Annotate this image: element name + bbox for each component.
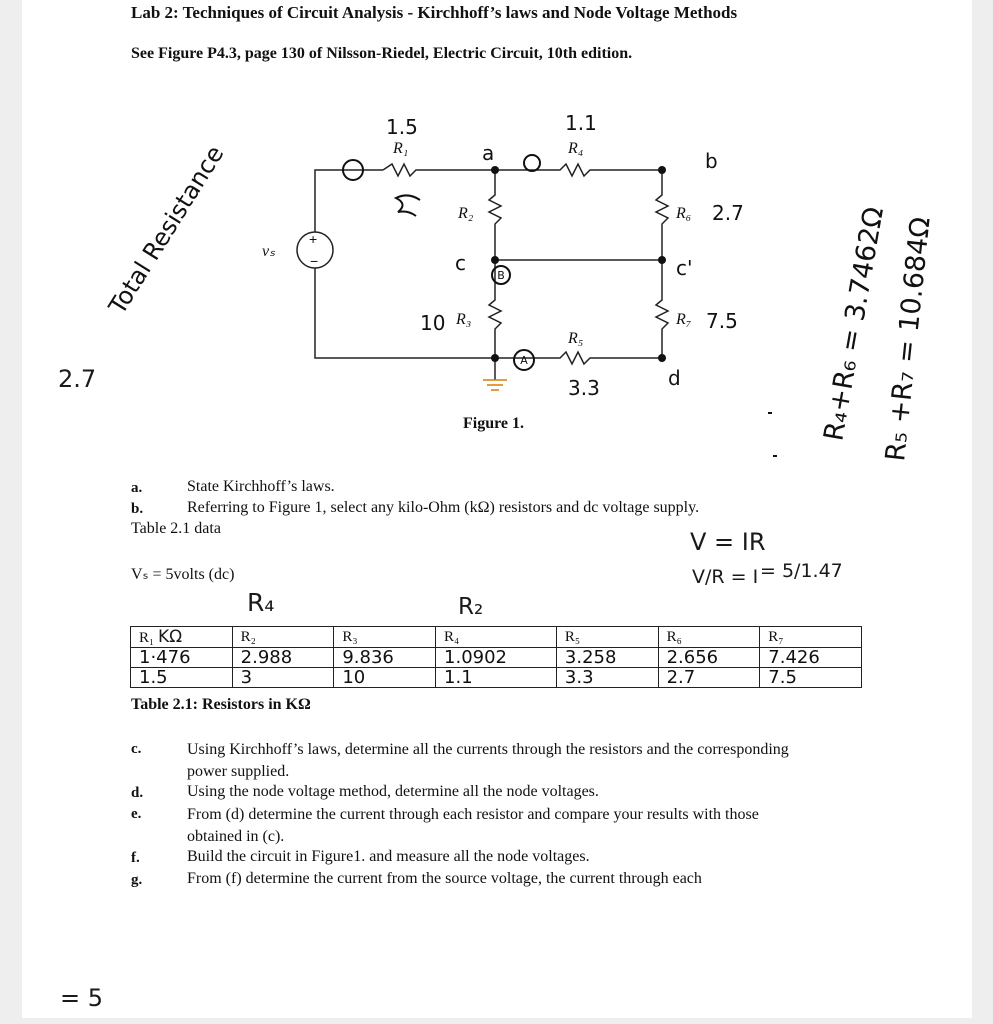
resistor-r2 — [489, 170, 501, 260]
item-d-letter: d. — [131, 785, 144, 801]
nominal-r5: 3.3 — [556, 668, 658, 688]
label-r2: R₂ — [458, 205, 474, 222]
measured-r7: 7.426 — [760, 648, 862, 668]
table-caption: Table 2.1: Resistors in KΩ — [131, 696, 311, 713]
hw-label-r4: R₄ — [247, 588, 275, 617]
resistor-r7 — [656, 260, 668, 358]
header-r5: R₅ — [556, 627, 658, 648]
resistor-r6 — [656, 170, 668, 260]
node-dot-a — [491, 166, 499, 174]
nominal-r6: 2.7 — [658, 668, 760, 688]
label-r3: R₃ — [456, 311, 472, 328]
hw-r7-value: 7.5 — [706, 309, 738, 333]
table-header-row — [131, 627, 862, 648]
item-c-text: Using Kirchhoff’s laws, determine all the currents through the resistors and the corresponding power supplied. — [187, 741, 789, 780]
label-r6: R₆ — [676, 205, 692, 222]
header-r2: R₂ — [232, 627, 334, 648]
hw-current-calc-left: V/R = I — [692, 566, 759, 588]
item-g-text: From (f) determine the current from the source voltage, the current through each — [187, 870, 702, 887]
node-dot-c — [491, 256, 499, 264]
source-minus: − — [310, 253, 319, 269]
table-row-measured — [131, 648, 862, 668]
nominal-r7: 7.5 — [760, 668, 862, 688]
hw-node-c: c — [455, 251, 466, 275]
header-r1 — [131, 627, 233, 648]
label-r1: R₁ — [393, 140, 409, 157]
nominal-r4: 1.1 — [436, 668, 557, 688]
item-c-letter: c. — [131, 741, 142, 757]
label-r7: R₇ — [676, 311, 692, 328]
hw-total-resistance: Total Resistance — [103, 140, 230, 320]
node-dot-d — [658, 354, 666, 362]
hw-margin-value: 2.7 — [58, 365, 97, 393]
hw-node-a: a — [482, 141, 495, 165]
hw-bottom-mark: = 5 — [60, 984, 104, 1012]
hw-mark-a: A — [520, 354, 528, 367]
hw-kohm-note: KΩ — [157, 627, 183, 647]
node-dot-ground — [491, 354, 499, 362]
measured-r5: 3.258 — [556, 648, 658, 668]
label-vs: vₛ — [262, 243, 276, 260]
node-dot-c2 — [658, 256, 666, 264]
item-d-text: Using the node voltage method, determine all the node voltages. — [187, 783, 599, 800]
hw-r3-value: 10 — [420, 311, 446, 335]
item-b-letter: b. — [131, 501, 144, 517]
resistor-r4 — [495, 164, 662, 176]
item-e-letter: e. — [131, 806, 142, 822]
nominal-r3: 10 — [334, 668, 436, 688]
hw-r4-value: 1.1 — [565, 111, 597, 135]
hw-r6-value: 2.7 — [712, 201, 744, 225]
hw-node-c-prime: c' — [676, 256, 693, 280]
item-b-text: Referring to Figure 1, select any kilo-Ohm (kΩ) resistors and dc voltage supply. — [187, 499, 700, 516]
label-r4: R₄ — [568, 140, 584, 157]
hw-node-b: b — [705, 149, 718, 173]
lab-title: Lab 2: Techniques of Circuit Analysis - Kirchhoff’s laws and Node Voltage Methods — [131, 3, 738, 22]
item-e-text: From (d) determine the current through each resistor and compare your results with those obtained in (c). — [187, 806, 759, 845]
measured-r4: 1.0902 — [436, 648, 557, 668]
item-a-text: State Kirchhoff’s laws. — [187, 478, 335, 495]
wire-left-loop — [315, 170, 495, 358]
circuit-diagram — [0, 0, 993, 470]
header-r4: R₄ — [436, 627, 557, 648]
hw-label-r2: R₂ — [458, 594, 484, 620]
measured-r3: 9.836 — [334, 648, 436, 668]
header-r6: R₆ — [658, 627, 760, 648]
table-intro: Table 2.1 data — [131, 520, 221, 537]
header-r7: R₇ — [760, 627, 862, 648]
figure-caption: Figure 1. — [463, 415, 525, 432]
item-f-letter: f. — [131, 850, 140, 866]
header-r3: R₃ — [334, 627, 436, 648]
item-g-letter: g. — [131, 872, 143, 888]
reference-line: See Figure P4.3, page 130 of Nilsson-Riedel, Electric Circuit, 10th edition. — [131, 45, 633, 62]
nominal-r2: 3 — [232, 668, 334, 688]
measured-r1: 1·476 — [131, 648, 233, 668]
measured-r6: 2.656 — [658, 648, 760, 668]
item-a-letter: a. — [131, 480, 143, 496]
nominal-r1: 1.5 — [131, 668, 233, 688]
hw-mark-b: B — [497, 269, 505, 282]
hw-r5-value: 3.3 — [568, 376, 600, 400]
hw-node-d: d — [668, 366, 681, 390]
table-row-nominal — [131, 668, 862, 688]
header-r1-text: R₁ — [139, 630, 155, 646]
hw-r4-r6-sum: R₄+R₆ = 3.7462Ω — [818, 204, 890, 444]
hw-r1-value: 1.5 — [386, 115, 418, 139]
hw-current-calc-right: = 5/1.47 — [760, 560, 843, 582]
hw-ohms-law: V = IR — [690, 528, 766, 556]
vs-line: Vₛ = 5volts (dc) — [131, 566, 235, 583]
resistor-table — [130, 626, 862, 688]
hw-r5-r7-sum: R₅ +R₇ = 10.684Ω — [880, 215, 937, 463]
source-plus: + — [309, 231, 318, 247]
node-dot-b — [658, 166, 666, 174]
measured-r2: 2.988 — [232, 648, 334, 668]
resistor-r1 — [383, 164, 495, 176]
item-f-text: Build the circuit in Figure1. and measure all the node voltages. — [187, 848, 590, 865]
label-r5: R₅ — [568, 330, 584, 347]
